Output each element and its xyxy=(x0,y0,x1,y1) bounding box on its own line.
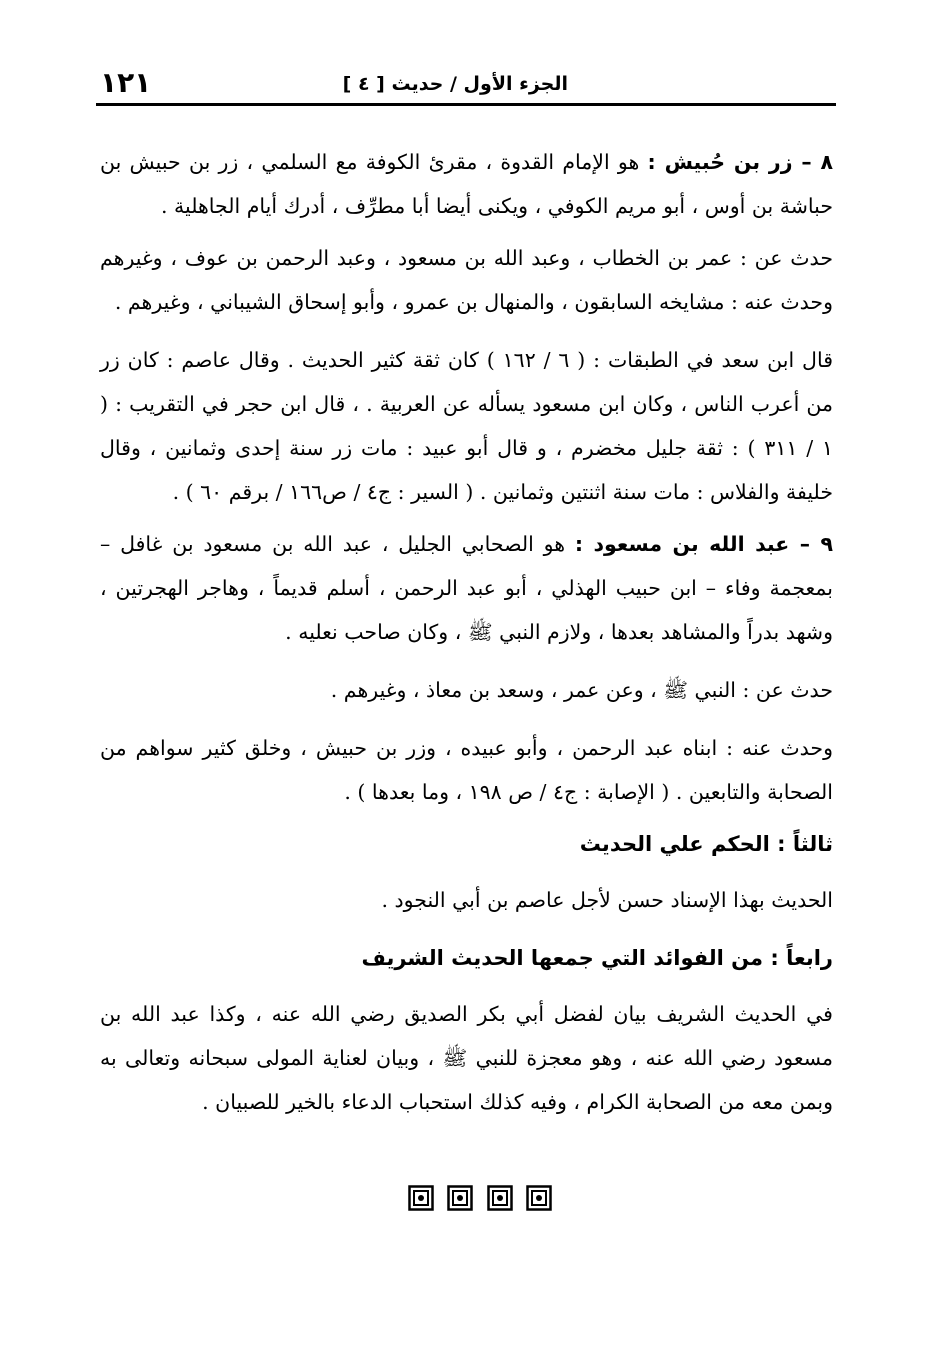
page-body xyxy=(100,140,833,1138)
section-heading-benefits: رابعاً : من الفوائد التي جمعها الحديث الشريف xyxy=(361,946,833,970)
decorative-square-ornament-icon xyxy=(408,1185,434,1211)
page-header xyxy=(100,66,833,100)
ruling-paragraph: الحديث بهذا الإسناد حسن لأجل عاصم بن أبي النجود . xyxy=(381,888,833,912)
benefits-paragraph: في الحديث الشريف بيان لفضل أبي بكر الصديق رضي الله عنه ، وكذا عبد الله بن مسعود رضي الله عنه ، وهو معجزة للنبي ﷺ ، وبيان لعناية المولى سبحانه وتعالى به وبمن معه من الصحابة الكرام ، وفيه كذلك استحباب الدعاء بالخير للصبيان . xyxy=(100,1002,833,1114)
decorative-square-ornament-icon xyxy=(487,1185,513,1211)
entry-text: هو الصحابي الجليل ، عبد الله بن مسعود بن غافل – بمعجمة وفاء – ابن حبيب الهذلي ، أبو عبد الرحمن ، أسلم قديماً ، وهاجر الهجرتين ، وشهد بدراً والمشاهد بعدها ، ولازم النبي ﷺ ، وكان صاحب نعليه . xyxy=(100,532,833,644)
decorative-square-ornament-icon xyxy=(526,1185,552,1211)
entry-text: هو الإمام القدوة ، مقرئ الكوفة مع السلمي ، زر بن حبيش بن حباشة بن أوس ، أبو مريم الكوفي ، ويكنى أيضا أبا مطرِّف ، أدرك أيام الجاهلية . xyxy=(100,150,833,218)
narrated-from-paragraph-2: حدث عن : النبي ﷺ ، وعن عمر ، وسعد بن معاذ ، وغيرهم . xyxy=(330,678,833,702)
running-title: الجزء الأول / حديث [ ٤ ] xyxy=(342,73,568,95)
biography-zirr xyxy=(100,140,833,228)
header-divider xyxy=(96,103,836,106)
section-end-ornament xyxy=(408,1185,552,1213)
entry-name: ٩ – عبد الله بن مسعود : xyxy=(574,532,833,556)
narrators-paragraph: وحدث عنه : ابناه عبد الرحمن ، وأبو عبيده ، وزر بن حبيش ، وخلق كثير سواهم من الصحابة والتابعين . ( الإصابة : ج٤ / ص ١٩٨ ، وما بعدها ) . xyxy=(100,736,833,804)
biography-ibn-masud xyxy=(100,522,833,654)
decorative-square-ornament-icon xyxy=(447,1185,473,1211)
entry-name: ٨ – زر بن حُبيش : xyxy=(647,150,833,174)
page-number: ١٢١ xyxy=(100,66,152,99)
scholar-opinions-paragraph: قال ابن سعد في الطبقات : ( ٦ / ١٦٢ ) كان ثقة كثير الحديث . وقال عاصم : كان زر من أعرب الناس ، وكان ابن مسعود يسأله عن العربية . ، قال ابن حجر في التقريب : ( ١ / ٣١١ ) : ثقة جليل مخضرم ، و قال أبو عبيد : مات زر سنة إحدى وثمانين ، وقال خليفة والفلاس : مات سنة اثنتين وثمانين . ( السير : ج٤ / ص١٦٦ / برقم ٦٠ ) . xyxy=(100,348,833,504)
section-heading-ruling: ثالثاً : الحكم علي الحديث xyxy=(579,832,833,856)
narrated-from-paragraph: حدث عن : عمر بن الخطاب ، وعبد الله بن مسعود ، وعبد الرحمن بن عوف ، وغيرهم وحدث عنه : مشايخه السابقون ، والمنهال بن عمرو ، وأبو إسحاق الشيباني ، وغيرهم . xyxy=(100,246,833,314)
